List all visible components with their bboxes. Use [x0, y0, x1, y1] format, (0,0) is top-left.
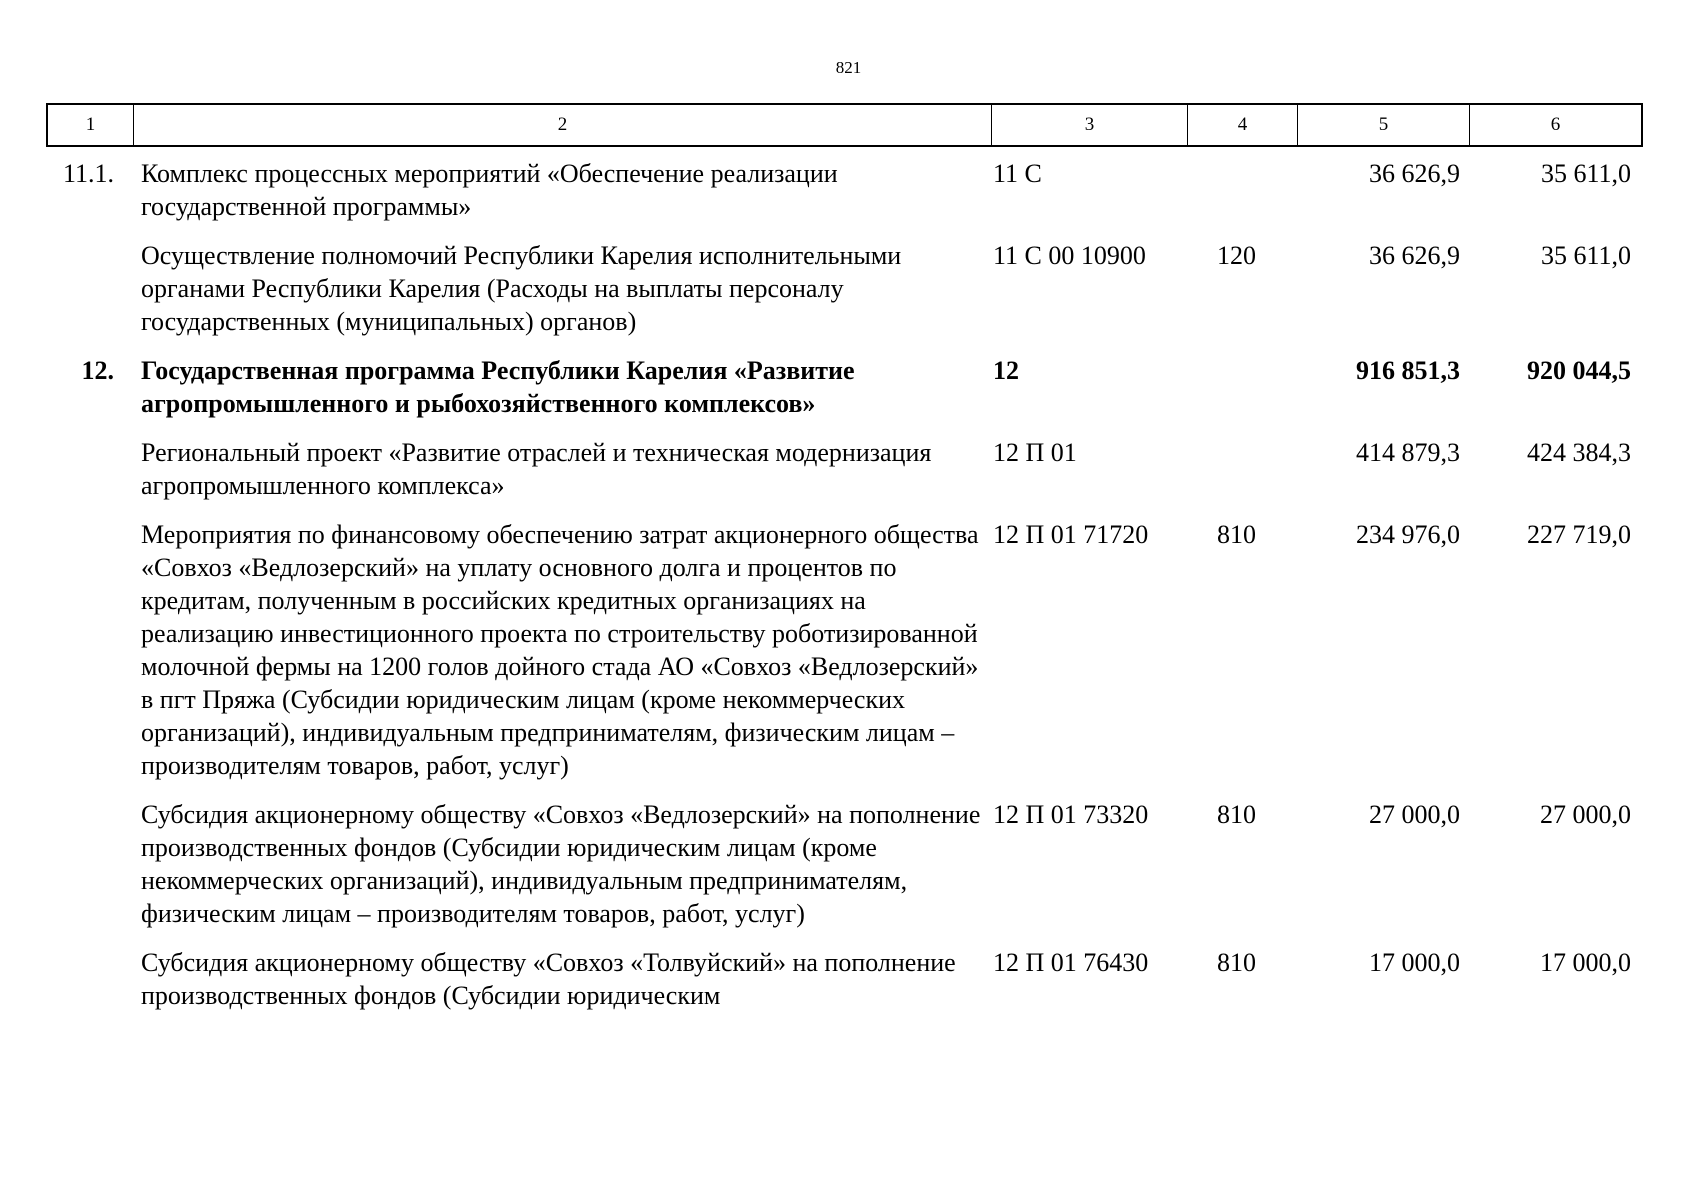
header-col-4: 4	[1188, 105, 1298, 145]
table-body	[46, 157, 1643, 1028]
header-col-6: 6	[1550, 114, 1561, 135]
row-amount-col5: 916 851,3	[1356, 356, 1460, 385]
row-amount-col6: 424 384,3	[1527, 438, 1631, 467]
row-amount-col6: 227 719,0	[1527, 520, 1631, 549]
row-code: 12	[993, 356, 1019, 385]
row-number	[46, 239, 132, 338]
row-number: 11.1.	[62, 159, 114, 188]
row-number	[46, 798, 132, 930]
row-code: 11 С	[993, 159, 1042, 188]
row-code: 12 П 01 71720	[993, 520, 1149, 549]
row-number: 12.	[81, 356, 114, 385]
row-expense-type: 810	[1217, 948, 1256, 977]
row-expense-type: 810	[1217, 800, 1256, 829]
row-code: 12 П 01	[993, 438, 1077, 467]
row-code: 12 П 01 76430	[993, 948, 1149, 977]
row-number	[46, 436, 132, 502]
row-name: Региональный проект «Развитие отраслей и техническая модернизация агропромышленного комплекса»	[141, 438, 932, 500]
row-amount-col5: 27 000,0	[1369, 800, 1460, 829]
header-col-5: 5	[1298, 105, 1470, 145]
row-code: 11 С 00 10900	[993, 241, 1146, 270]
row-amount-col5: 36 626,9	[1369, 159, 1460, 188]
row-amount-col6: 920 044,5	[1527, 356, 1631, 385]
row-name: Комплекс процессных мероприятий «Обеспечение реализации государственной программы»	[141, 159, 838, 221]
row-name: Субсидия акционерному обществу «Совхоз «Ведлозерский» на пополнение производственных фондов (Субсидии юридическим лицам (кроме некоммерческих организаций), индивидуальным предпринимателям, физическим лицам – производителям товаров, работ, услуг)	[141, 800, 981, 928]
row-number	[46, 946, 132, 1012]
row-number	[46, 518, 132, 782]
row-amount-col5: 414 879,3	[1356, 438, 1460, 467]
row-name: Субсидия акционерному обществу «Совхоз «Толвуйский» на пополнение производственных фондов (Субсидии юридическим	[141, 948, 956, 1010]
row-name: Государственная программа Республики Карелия «Развитие агропромышленного и рыбохозяйственного комплексов»	[141, 356, 855, 418]
table-row	[46, 239, 1643, 338]
row-name: Мероприятия по финансовому обеспечению затрат акционерного общества «Совхоз «Ведлозерский» на уплату основного долга и процентов по кредитам, полученным в российских кредитных организациях на реализацию инвестиционного проекта по строительству роботизированной молочной фермы на 1200 голов дойного стада АО «Совхоз «Ведлозерский» в пгт Пряжа (Субсидии юридическим лицам (кроме некоммерческих организаций), индивидуальным предпринимателям, физическим лицам – производителям товаров, работ, услуг)	[141, 520, 979, 780]
table-header	[46, 103, 1643, 147]
table-row	[46, 946, 1643, 1012]
row-expense-type	[1186, 354, 1296, 420]
header-col-1: 1	[48, 105, 134, 145]
table-row	[46, 157, 1643, 223]
header-col-3: 3	[992, 105, 1188, 145]
header-col-2: 2	[134, 105, 992, 145]
row-amount-col6: 35 611,0	[1540, 159, 1631, 188]
row-expense-type	[1186, 436, 1296, 502]
row-amount-col6: 35 611,0	[1540, 241, 1631, 270]
row-amount-col5: 36 626,9	[1369, 241, 1460, 270]
row-expense-type: 810	[1217, 520, 1256, 549]
page-number: 821	[835, 58, 862, 77]
row-amount-col6: 27 000,0	[1540, 800, 1631, 829]
row-amount-col6: 17 000,0	[1540, 948, 1631, 977]
table-row	[46, 436, 1643, 502]
table-row-program	[46, 354, 1643, 420]
table-row	[46, 518, 1643, 782]
row-expense-type	[1186, 157, 1296, 223]
table-row	[46, 798, 1643, 930]
row-amount-col5: 234 976,0	[1356, 520, 1460, 549]
row-name: Осуществление полномочий Республики Карелия исполнительными органами Республики Карелия (Расходы на выплаты персоналу государственных (муниципальных) органов)	[141, 241, 902, 336]
row-expense-type: 120	[1217, 241, 1256, 270]
row-code: 12 П 01 73320	[993, 800, 1149, 829]
row-amount-col5: 17 000,0	[1369, 948, 1460, 977]
